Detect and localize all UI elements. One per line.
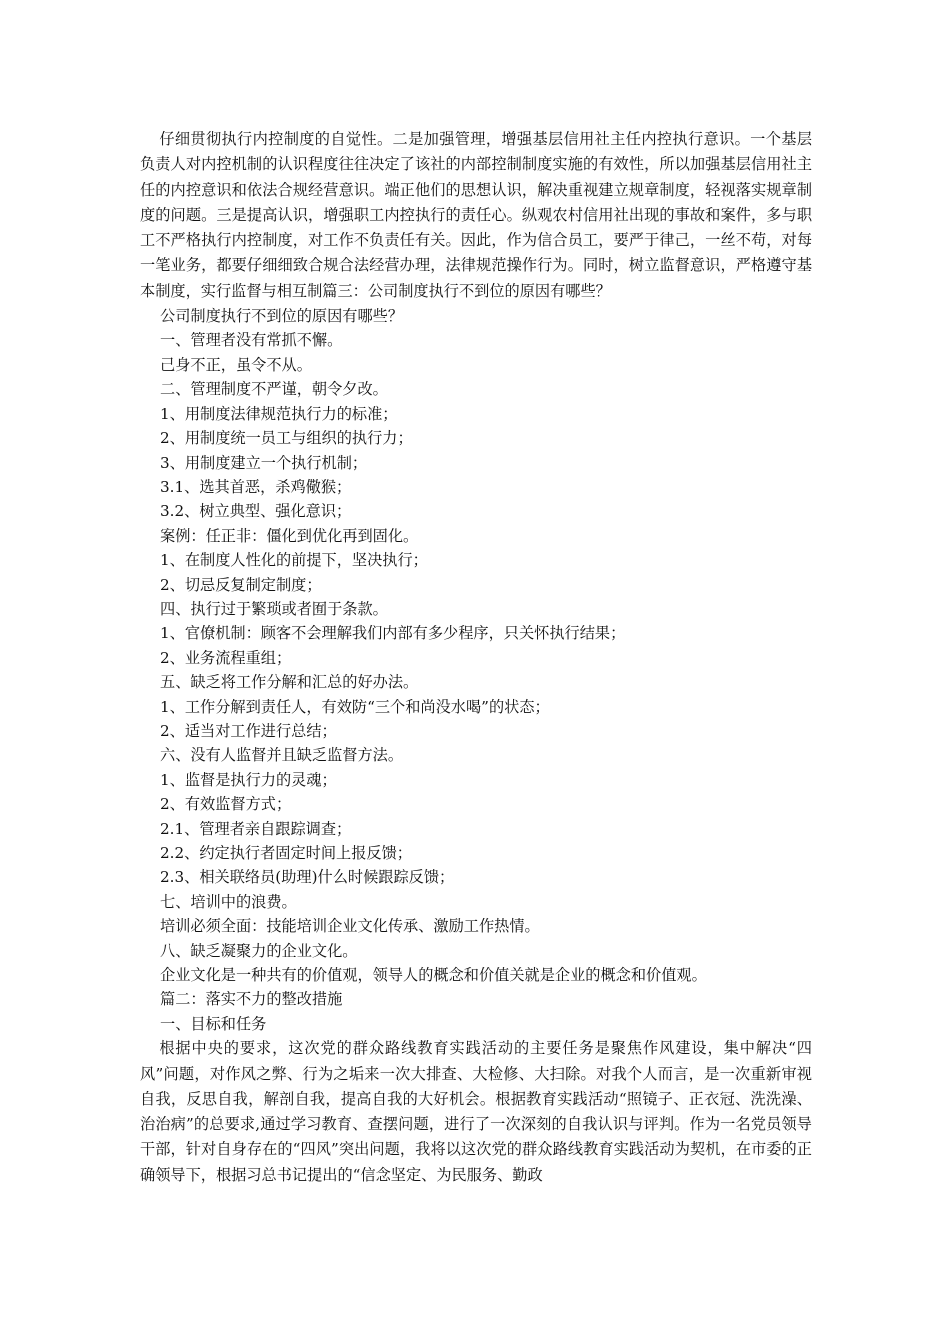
text-line: 七、培训中的浪费。 <box>160 892 297 911</box>
text-line: 1、在制度人性化的前提下，坚决执行； <box>160 551 428 570</box>
text-line: 二、管理制度不严谨，朝令夕改。 <box>160 380 388 399</box>
text-line: 公司制度执行不到位的原因有哪些？ <box>160 307 403 326</box>
text-line: 1、工作分解到责任人，有效防“三个和尚没水喝”的状态； <box>160 697 550 716</box>
text-line: 篇二：落实不力的整改措施 <box>160 990 343 1009</box>
text-line: 3.2、树立典型、强化意识； <box>160 502 352 521</box>
text-line: 3.1、选其首恶，杀鸡儆猴； <box>160 477 352 496</box>
text-line: 2.3、相关联络员(助理)什么时候跟踪反馈； <box>160 868 455 887</box>
document-page <box>140 127 812 1188</box>
text-line: 3、用制度建立一个执行机制； <box>160 453 368 472</box>
text-line: 己身不正，虽令不从。 <box>160 355 312 374</box>
text-line: 2.1、管理者亲自跟踪调查； <box>160 819 352 838</box>
text-line: 1、官僚机制：顾客不会理解我们内部有多少程序，只关怀执行结果； <box>160 624 626 643</box>
text-line: 四、执行过于繁琐或者囿于条款。 <box>160 599 388 618</box>
text-line: 2.2、约定执行者固定时间上报反馈； <box>160 844 412 863</box>
text-line: 2、用制度统一员工与组织的执行力； <box>160 429 413 448</box>
line-list <box>140 304 812 1036</box>
text-line: 2、有效监督方式； <box>160 795 292 814</box>
text-line: 1、监督是执行力的灵魂； <box>160 770 337 789</box>
text-line: 六、没有人监督并且缺乏监督方法。 <box>160 746 403 765</box>
text-line: 培训必须全面：技能培训企业文化传承、激励工作热情。 <box>160 917 540 936</box>
text-line: 八、缺乏凝聚力的企业文化。 <box>160 941 358 960</box>
text-line: 一、目标和任务 <box>160 1014 267 1033</box>
text-line: 1、用制度法律规范执行力的标准； <box>160 404 398 423</box>
text-line: 2、切忌反复制定制度； <box>160 575 322 594</box>
text-line: 2、适当对工作进行总结； <box>160 721 337 740</box>
text-line: 案例：任正非：僵化到优化再到固化。 <box>160 526 419 545</box>
text-line: 企业文化是一种共有的价值观，领导人的概念和价值关就是企业的概念和价值观。 <box>160 966 707 985</box>
text-line: 一、管理者没有常抓不懈。 <box>160 331 343 350</box>
text-line: 2、业务流程重组； <box>160 648 292 667</box>
intro-paragraph: 仔细贯彻执行内控制度的自觉性。二是加强管理，增强基层信用社主任内控执行意识。一个基层负责人对内控机制的认识程度往往决定了该社的内部控制制度实施的有效性，所以加强基层信用社主任的内控意识和依法合规经营意识。端正他们的思想认识，解决重视建立规章制度，轻视落实规章制度的问题。三是提高认识，增强职工内控执行的责任心。纵观农村信用社出现的事故和案件，多与职工不严格执行内控制度，对工作不负责任有关。因此，作为信合员工，要严于律己，一丝不苟，对每一笔业务，都要仔细细致合规合法经营办理，法律规范操作行为。同时，树立监督意识，严格遵守基本制度，实行监督与相互制篇三：公司制度执行不到位的原因有哪些？ <box>140 130 812 300</box>
text-line: 五、缺乏将工作分解和汇总的好办法。 <box>160 673 419 692</box>
closing-paragraph: 根据中央的要求，这次党的群众路线教育实践活动的主要任务是聚焦作风建设，集中解决“四风”问题，对作风之弊、行为之垢来一次大排查、大检修、大扫除。对我个人而言，是一次重新审视自我，反思自我，解剖自我，提高自我的大好机会。根据教育实践活动“照镜子、正衣冠、洗洗澡、治治病”的总要求,通过学习教育、查摆问题，进行了一次深刻的自我认识与评判。作为一名党员领导干部，针对自身存在的“四风”突出问题，我将以这次党的群众路线教育实践活动为契机，在市委的正确领导下，根据习总书记提出的“信念坚定、为民服务、勤政 <box>140 1039 812 1184</box>
